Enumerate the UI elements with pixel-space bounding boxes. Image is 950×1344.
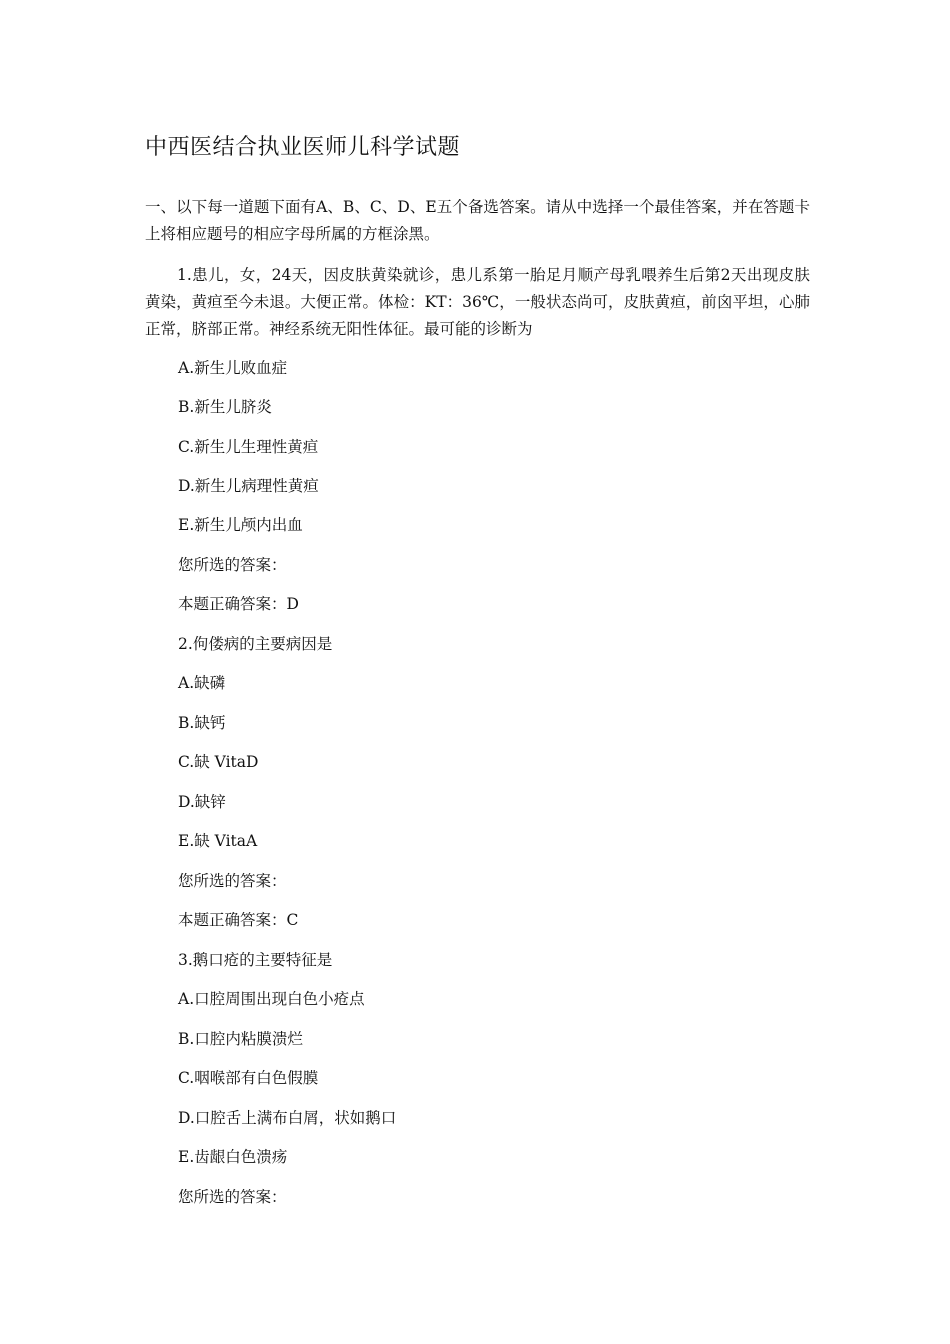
question-3-option-c: C.咽喉部有白色假膜	[178, 1069, 319, 1087]
document-title: 中西医结合执业医师儿科学试题	[145, 135, 461, 160]
question-2-your-answer: 您所选的答案：	[178, 872, 287, 890]
question-2-option-a: A.缺磷	[178, 674, 226, 692]
question-2-option-b: B.缺钙	[178, 714, 226, 732]
question-1-option-d: D.新生儿病理性黄疸	[178, 477, 319, 495]
question-3-option-a: A.口腔周围出现白色小疮点	[178, 990, 365, 1008]
question-1-option-c: C.新生儿生理性黄疸	[178, 438, 319, 456]
question-1-correct-answer: 本题正确答案：D	[178, 595, 299, 613]
question-2-option-e: E.缺 VitaA	[178, 832, 258, 850]
question-1-option-b: B.新生儿脐炎	[178, 398, 272, 416]
section-instruction: 一、以下每一道题下面有A、B、C、D、E五个备选答案。请从中选择一个最佳答案，并在答题卡上将相应题号的相应字母所属的方框涂黑。	[145, 198, 810, 243]
question-3-option-b: B.口腔内粘膜溃烂	[178, 1030, 303, 1048]
question-2-correct-answer: 本题正确答案：C	[178, 911, 299, 929]
question-2-option-d: D.缺锌	[178, 793, 226, 811]
question-3-option-e: E.齿龈白色溃疡	[178, 1148, 288, 1166]
question-1-your-answer: 您所选的答案：	[178, 556, 287, 574]
question-1-option-e: E.新生儿颅内出血	[178, 516, 303, 534]
question-2-stem: 2.佝偻病的主要病因是	[178, 635, 333, 653]
question-3-your-answer: 您所选的答案：	[178, 1188, 287, 1206]
question-1-option-a: A.新生儿败血症	[178, 359, 288, 377]
question-3-option-d: D.口腔舌上满布白屑，状如鹅口	[178, 1109, 397, 1127]
question-3-stem: 3.鹅口疮的主要特征是	[178, 951, 333, 969]
question-1-stem: 1.患儿，女，24天，因皮肤黄染就诊，患儿系第一胎足月顺产母乳喂养生后第2天出现皮肤黄染，黄疸至今未退。大便正常。体检：KT：36℃，一般状态尚可，皮肤黄疸，前囟平坦，心肺正常，脐部正常。神经系统无阳性体征。最可能的诊断为	[145, 266, 810, 338]
question-2-option-c: C.缺 VitaD	[178, 753, 259, 771]
